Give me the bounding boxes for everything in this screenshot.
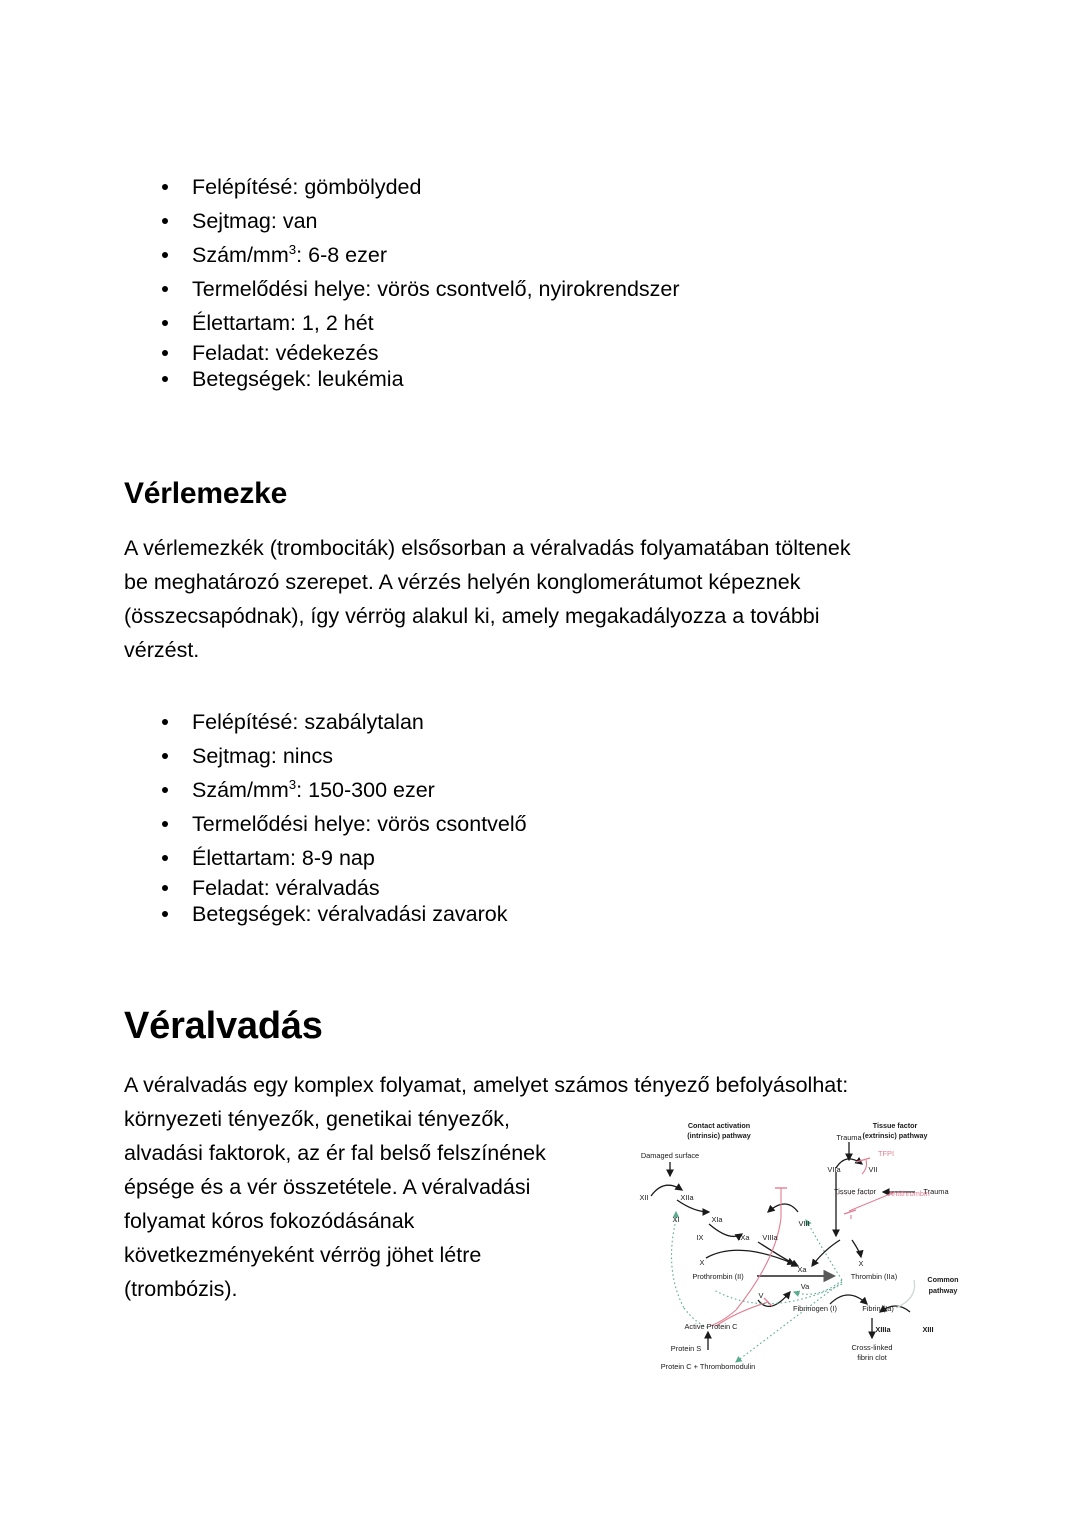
paragraph-line: folyamat kóros fokozódásának xyxy=(124,1209,415,1233)
figure-background xyxy=(618,1100,986,1400)
paragraph-line: A vérlemezkék (trombociták) elsősorban a véralvadás folyamatában töltenek xyxy=(124,536,851,560)
list-item-text-suffix: : 150-300 ezer xyxy=(296,778,435,802)
list-item-text: Szám/mm xyxy=(192,243,289,267)
label-factor-va: Va xyxy=(800,1282,810,1291)
coagulation-heading: Véralvadás xyxy=(124,1005,323,1047)
label-factor-viiia: VIIIa xyxy=(762,1233,778,1242)
label-factor-xia: XIa xyxy=(711,1215,723,1224)
extrinsic-header-line1: Tissue factor xyxy=(872,1121,918,1130)
label-thrombin: Thrombin (IIa) xyxy=(850,1272,898,1281)
list-item: Feladat: véralvadás xyxy=(140,875,527,901)
label-factor-viia: VIIa xyxy=(827,1165,841,1174)
list-item: Termelődési helye: vörös csontvelő, nyirokrendszer xyxy=(140,272,680,306)
label-antithrombin: Antithrombin xyxy=(888,1189,930,1198)
list-item: Betegségek: véralvadási zavarok xyxy=(140,901,527,927)
intrinsic-header-line2: (intrinsic) pathway xyxy=(687,1131,751,1140)
label-factor-xi: XI xyxy=(672,1215,680,1224)
label-fibrinogen: Fibrinogen (I) xyxy=(793,1304,837,1313)
coagulation-cascade-figure xyxy=(618,1100,986,1400)
coagulation-wrapped-paragraph xyxy=(124,1102,604,1306)
label-factor-ixa: IXa xyxy=(738,1233,750,1242)
label-factor-viii: VIII xyxy=(798,1219,810,1228)
list-item: Feladat: védekezés xyxy=(140,340,680,366)
list-item: Felépítésé: szabálytalan xyxy=(140,705,527,739)
label-factor-xiia: XIIa xyxy=(680,1193,694,1202)
coagulation-intro-line: A véralvadás egy komplex folyamat, amelyet számos tényező befolyásolhat: xyxy=(124,1073,849,1097)
superscript: 3 xyxy=(288,776,297,792)
list-item-text-suffix: : 6-8 ezer xyxy=(296,243,387,267)
list-item: Betegségek: leukémia xyxy=(140,366,680,392)
label-factor-v: V xyxy=(758,1291,764,1300)
label-factor-x-right: X xyxy=(858,1259,864,1268)
paragraph-line: épsége és a vér összetétele. A véralvadási xyxy=(124,1175,531,1199)
label-factor-vii: VII xyxy=(868,1165,878,1174)
list-item: Élettartam: 1, 2 hét xyxy=(140,306,680,340)
label-factor-ix: IX xyxy=(696,1233,704,1242)
list-item: Felépítésé: gömbölyded xyxy=(140,170,680,204)
paragraph-line: (trombózis). xyxy=(124,1277,238,1301)
label-trauma-right: Trauma xyxy=(923,1187,949,1196)
label-fibrin: Fibrin (Ia) xyxy=(862,1304,894,1313)
intrinsic-header-line1: Contact activation xyxy=(687,1121,751,1130)
label-cross-linked-2: fibrin clot xyxy=(857,1353,887,1362)
label-protein-s: Protein S xyxy=(670,1344,702,1353)
list-item xyxy=(140,238,680,272)
label-cross-linked-1: Cross-linked xyxy=(851,1343,893,1352)
list-item: Élettartam: 8-9 nap xyxy=(140,841,527,875)
label-damaged-surface: Damaged surface xyxy=(640,1151,700,1160)
paragraph-line: alvadási faktorok, az ér fal belső felszínének xyxy=(124,1141,546,1165)
paragraph-line: környezeti tényezők, genetikai tényezők, xyxy=(124,1107,511,1131)
label-factor-xiiia: XIIIa xyxy=(875,1325,891,1334)
label-prothrombin: Prothrombin (II) xyxy=(692,1272,744,1281)
common-header-line1: Common xyxy=(927,1275,959,1284)
list-item: Sejtmag: nincs xyxy=(140,739,527,773)
paragraph-line: (összecsapódnak), így vérrög alakul ki, amely megakadályozza a további xyxy=(124,604,820,628)
label-protein-c-thrombomodulin: Protein C + Thrombomodulin xyxy=(660,1362,756,1371)
label-tissue-factor: Tissue factor xyxy=(833,1187,877,1196)
paragraph-line: vérzést. xyxy=(124,638,200,662)
list-item: Sejtmag: van xyxy=(140,204,680,238)
label-trauma-top: Trauma xyxy=(836,1133,862,1142)
label-tfpi: TFPI xyxy=(877,1149,895,1158)
list-item: Termelődési helye: vörös csontvelő xyxy=(140,807,527,841)
common-header-line2: pathway xyxy=(928,1286,958,1295)
platelet-bullet-list xyxy=(140,705,527,927)
extrinsic-header-line2: (extrinsic) pathway xyxy=(862,1131,928,1140)
label-factor-x-left: X xyxy=(699,1258,705,1267)
cascade-svg xyxy=(618,1100,986,1400)
leukocyte-bullet-list xyxy=(140,170,680,392)
list-item-text: Szám/mm xyxy=(192,778,289,802)
label-factor-xii: XII xyxy=(639,1193,649,1202)
platelet-paragraph xyxy=(124,531,944,667)
superscript: 3 xyxy=(288,241,297,257)
label-active-protein-c: Active Protein C xyxy=(684,1322,738,1331)
paragraph-line: be meghatározó szerepet. A vérzés helyén konglomerátumot képeznek xyxy=(124,570,801,594)
list-item xyxy=(140,773,527,807)
label-factor-xa: Xa xyxy=(797,1265,807,1274)
label-factor-xiii: XIII xyxy=(922,1325,934,1334)
paragraph-line: következményeként vérrög jöhet létre xyxy=(124,1243,482,1267)
platelet-heading: Vérlemezke xyxy=(124,477,288,510)
